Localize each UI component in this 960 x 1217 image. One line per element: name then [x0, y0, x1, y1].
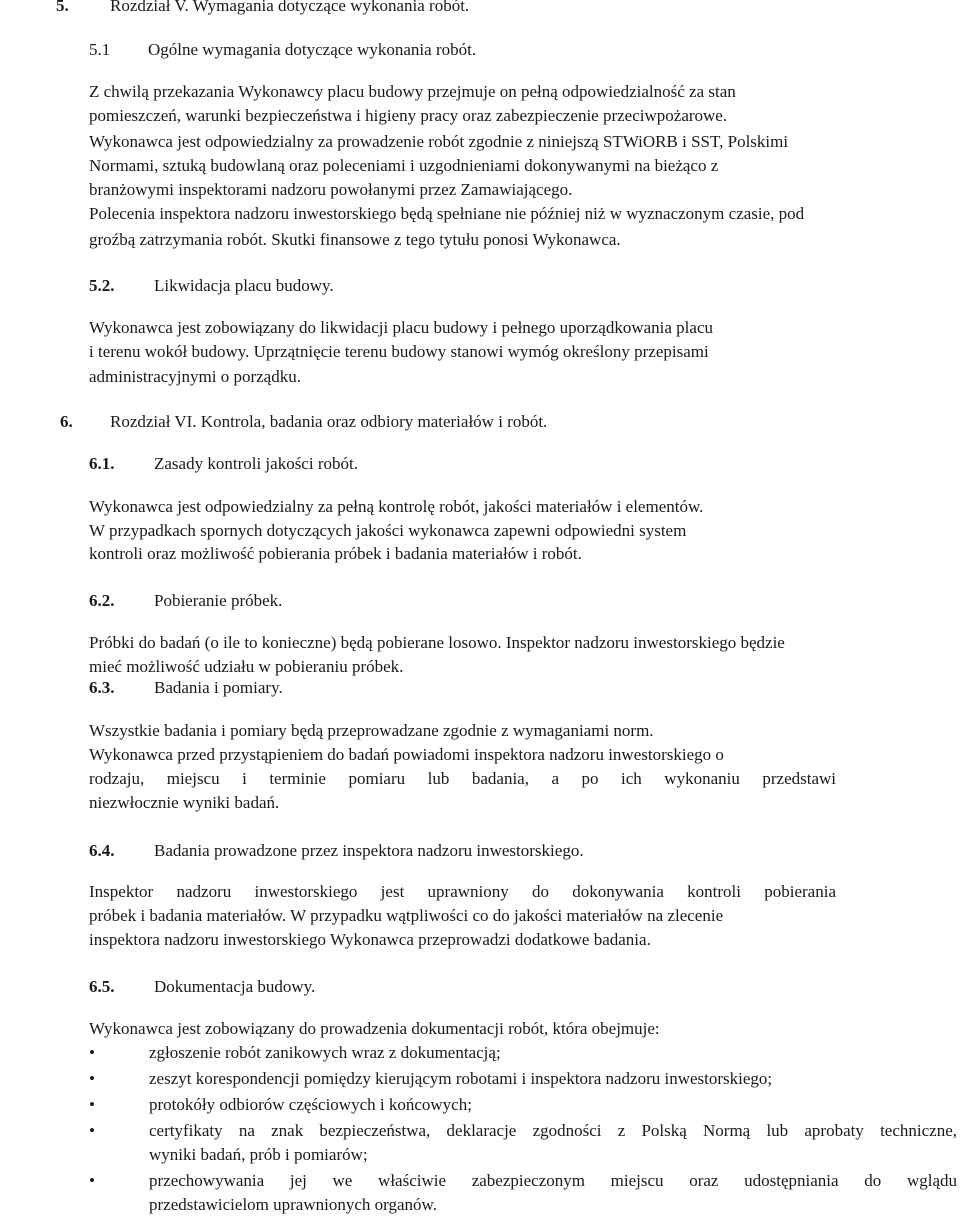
section-5-1-number: 5.1 [89, 40, 111, 59]
section-5-2-number: 5.2. [89, 276, 115, 295]
paragraph-line: Normami, sztuką budowlaną oraz poleceniami i uzgodnieniami dokonywanymi na bieżąco z [89, 156, 719, 175]
paragraph-line: Polecenia inspektora nadzoru inwestorskiego będą spełniane nie później niż w wyznaczonym czasie, pod [89, 204, 805, 223]
list-item: zeszyt korespondencji pomiędzy kierującym robotami i inspektora nadzoru inwestorskiego; [149, 1069, 773, 1088]
paragraph-line: Próbki do badań (o ile to konieczne) będą pobierane losowo. Inspektor nadzoru inwestorskiego będzie [89, 633, 785, 652]
section-6-3-number: 6.3. [89, 678, 115, 697]
section-5-1-title: Ogólne wymagania dotyczące wykonania robót. [148, 40, 477, 59]
section-6-3-title: Badania i pomiary. [154, 678, 283, 697]
bullet-icon: • [89, 1043, 95, 1062]
paragraph-line-justified: Inspektor nadzoru inwestorskiego jest uprawniony do dokonywania kontroli pobierania [89, 882, 836, 901]
paragraph-line: W przypadkach spornych dotyczących jakości wykonawca zapewni odpowiedni system [89, 521, 687, 540]
paragraph-line: niezwłocznie wyniki badań. [89, 793, 280, 812]
paragraph-line: groźbą zatrzymania robót. Skutki finansowe z tego tytułu ponosi Wykonawca. [89, 230, 621, 249]
list-item: protokóły odbiorów częściowych i końcowych; [149, 1095, 472, 1114]
paragraph-line: administracyjnymi o porządku. [89, 367, 301, 386]
bullet-icon: • [89, 1171, 95, 1190]
paragraph-line: mieć możliwość udziału w pobieraniu próbek. [89, 657, 404, 676]
section-5-title: Rozdział V. Wymagania dotyczące wykonania robót. [110, 0, 470, 15]
section-6-5-title: Dokumentacja budowy. [154, 977, 316, 996]
paragraph-line: branżowymi inspektorami nadzoru powołanymi przez Zamawiającego. [89, 180, 573, 199]
section-6-5-number: 6.5. [89, 977, 115, 996]
paragraph-line: i terenu wokół budowy. Uprzątnięcie terenu budowy stanowi wymóg określony przepisami [89, 342, 709, 361]
list-item: certyfikaty na znak bezpieczeństwa, deklaracje zgodności z Polską Normą lub aprobaty techniczne, [149, 1121, 957, 1140]
list-item: przechowywania jej we właściwie zabezpieczonym miejscu oraz udostępniania do wglądu [149, 1171, 957, 1190]
section-6-4-title: Badania prowadzone przez inspektora nadzoru inwestorskiego. [154, 841, 584, 860]
section-6-2-number: 6.2. [89, 591, 115, 610]
paragraph-line: inspektora nadzoru inwestorskiego Wykonawca przeprowadzi dodatkowe badania. [89, 930, 651, 949]
paragraph-line: Wykonawca jest odpowiedzialny za pełną kontrolę robót, jakości materiałów i elementów. [89, 497, 704, 516]
list-item-continuation: przedstawicielom uprawnionych organów. [149, 1195, 437, 1214]
list-item-continuation: wyniki badań, prób i pomiarów; [149, 1145, 368, 1164]
paragraph-line: pomieszczeń, warunki bezpieczeństwa i higieny pracy oraz zabezpieczenie przeciwpożarowe. [89, 106, 728, 125]
section-5-number: 5. [56, 0, 69, 15]
section-6-title: Rozdział VI. Kontrola, badania oraz odbiory materiałów i robót. [110, 412, 548, 431]
paragraph-line: Wykonawca jest zobowiązany do likwidacji placu budowy i pełnego uporządkowania placu [89, 318, 713, 337]
paragraph-line: Z chwilą przekazania Wykonawcy placu budowy przejmuje on pełną odpowiedzialność za stan [89, 82, 736, 101]
paragraph-line: Wykonawca jest odpowiedzialny za prowadzenie robót zgodnie z niniejszą STWiORB i SST, Polskimi [89, 132, 789, 151]
section-6-4-number: 6.4. [89, 841, 115, 860]
section-6-number: 6. [60, 412, 73, 431]
paragraph-line: Wszystkie badania i pomiary będą przeprowadzane zgodnie z wymaganiami norm. [89, 721, 654, 740]
bullet-icon: • [89, 1121, 95, 1140]
section-5-2-title: Likwidacja placu budowy. [154, 276, 334, 295]
list-intro: Wykonawca jest zobowiązany do prowadzenia dokumentacji robót, która obejmuje: [89, 1019, 660, 1038]
list-item: zgłoszenie robót zanikowych wraz z dokumentacją; [149, 1043, 501, 1062]
section-6-1-number: 6.1. [89, 454, 115, 473]
paragraph-line: próbek i badania materiałów. W przypadku wątpliwości co do jakości materiałów na zlecenie [89, 906, 724, 925]
paragraph-line: kontroli oraz możliwość pobierania próbek i badania materiałów i robót. [89, 544, 582, 563]
section-6-1-title: Zasady kontroli jakości robót. [154, 454, 358, 473]
bullet-icon: • [89, 1095, 95, 1114]
paragraph-line-justified: rodzaju, miejscu i terminie pomiaru lub badania, a po ich wykonaniu przedstawi [89, 769, 836, 788]
section-6-2-title: Pobieranie próbek. [154, 591, 283, 610]
bullet-icon: • [89, 1069, 95, 1088]
paragraph-line: Wykonawca przed przystąpieniem do badań powiadomi inspektora nadzoru inwestorskiego o [89, 745, 724, 764]
